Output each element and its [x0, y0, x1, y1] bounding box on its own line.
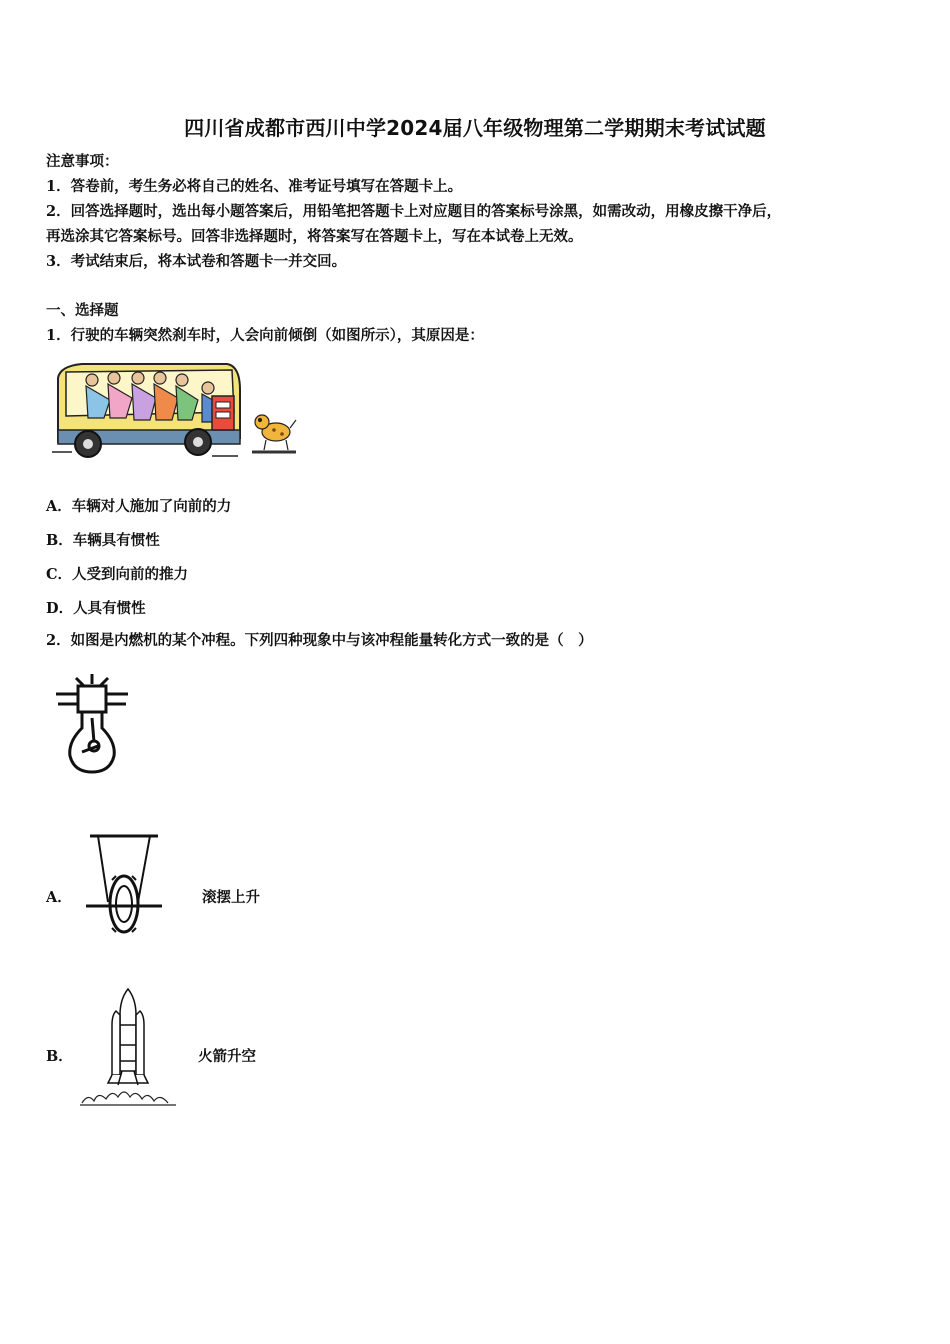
- rocket-launch-figure: [78, 985, 178, 1107]
- question-1-option-a: A．车辆对人施加了向前的力: [46, 498, 232, 515]
- question-2-option-a-text: 滚摆上升: [202, 889, 260, 906]
- question-2-option-b-label: B．: [46, 1048, 73, 1065]
- question-2-option-a-label: A．: [46, 889, 72, 906]
- maxwell-pendulum-figure: [84, 832, 164, 940]
- question-1-option-c: C．人受到向前的推力: [46, 566, 189, 583]
- notice-item-2: 2．回答选择题时，选出每小题答案后，用铅笔把答题卡上对应题目的答案标号涂黑，如需改动，用橡皮擦干净后，: [46, 203, 782, 220]
- question-2-option-b-text: 火箭升空: [198, 1048, 256, 1065]
- section-heading-choice: 一、选择题: [46, 302, 119, 319]
- engine-stroke-diagram: [52, 672, 132, 782]
- question-1-option-d: D．人具有惯性: [46, 600, 146, 617]
- question-1-stem: 1．行驶的车辆突然刹车时，人会向前倾倒（如图所示），其原因是：: [46, 327, 484, 344]
- notice-item-1: 1．答卷前，考生务必将自己的姓名、准考证号填写在答题卡上。: [46, 178, 463, 195]
- notice-item-2-cont: 再选涂其它答案标号。回答非选择题时，将答案写在答题卡上，写在本试卷上无效。: [46, 228, 583, 245]
- exam-title: 四川省成都市西川中学2024届八年级物理第二学期期末考试试题: [184, 116, 766, 140]
- braking-bus-illustration: [52, 360, 297, 465]
- question-2-stem: 2．如图是内燃机的某个冲程。下列四种现象中与该冲程能量转化方式一致的是（ ）: [46, 632, 593, 649]
- notice-heading: 注意事项：: [46, 153, 119, 170]
- question-1-option-b: B．车辆具有惯性: [46, 532, 160, 549]
- notice-item-3: 3．考试结束后，将本试卷和答题卡一并交回。: [46, 253, 347, 270]
